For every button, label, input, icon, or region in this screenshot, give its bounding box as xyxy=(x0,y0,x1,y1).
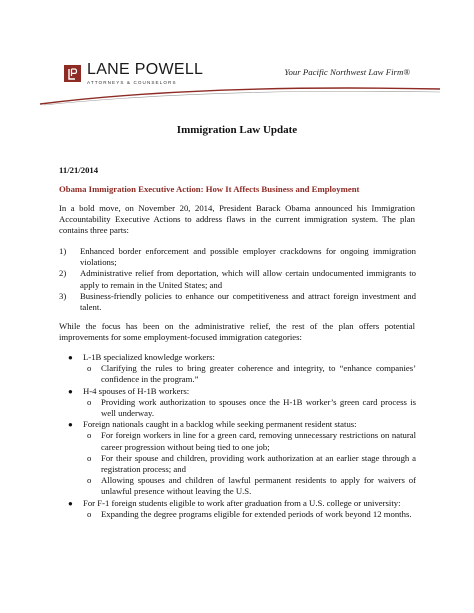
sub-item-text: Providing work authorization to spouses once the H-1B worker’s green card process is well underway. xyxy=(101,396,416,419)
firm-tagline: Your Pacific Northwest Law Firm® xyxy=(284,67,410,77)
category-sub-list xyxy=(83,509,416,520)
brand-name: LANE POWELL xyxy=(87,61,204,78)
category-label: L-1B specialized knowledge workers: xyxy=(83,352,215,362)
sub-item-text: For foreign workers in line for a green card, removing unnecessary restrictions on natural career progression without being tied to one job; xyxy=(101,430,416,452)
intro-paragraph: In a bold move, on November 20, 2014, President Barack Obama announced his Immigration Accountability Executive Actions to address flaws in the current immigration system. The plan contains three parts: xyxy=(59,203,415,236)
sub-item xyxy=(83,509,416,520)
bullet-icon: ● xyxy=(68,498,73,508)
document-date: 11/21/2014 xyxy=(59,165,99,175)
hollow-bullet-icon: o xyxy=(87,508,92,519)
sub-item xyxy=(83,397,416,419)
plan-part-text: Administrative relief from deportation, which will allow certain undocumented immigrants to apply to remain in the United States; and xyxy=(80,268,416,290)
plan-part-item xyxy=(59,246,416,268)
plan-part-number: 1) xyxy=(59,246,67,256)
plan-parts-list xyxy=(59,246,416,313)
category-item xyxy=(59,352,416,386)
lane-powell-logo-mark xyxy=(64,65,81,82)
plan-part-number: 3) xyxy=(59,290,67,301)
plan-part-number: 2) xyxy=(59,268,67,279)
plan-part-item xyxy=(59,291,416,313)
focus-paragraph: While the focus has been on the administrative relief, the rest of the plan offers potential improvements for some employment-focused immigration categories: xyxy=(59,321,415,343)
bullet-icon: ● xyxy=(68,386,73,396)
article-headline: Obama Immigration Executive Action: How It Affects Business and Employment xyxy=(59,184,360,194)
sub-item-text: Allowing spouses and children of lawful permanent residents to apply for waivers of unlawful presence without leaving the U.S. xyxy=(101,475,416,497)
category-item xyxy=(59,386,416,420)
sub-item xyxy=(83,363,416,385)
category-item xyxy=(59,419,416,497)
bullet-icon: ● xyxy=(68,420,73,430)
hollow-bullet-icon: o xyxy=(87,452,92,463)
plan-part-text: Business-friendly policies to enhance our competitiveness and attract foreign investment and talent. xyxy=(80,290,416,313)
sub-item xyxy=(83,475,416,497)
sub-item xyxy=(83,430,416,452)
category-item xyxy=(59,498,416,520)
hollow-bullet-icon: o xyxy=(87,475,92,486)
category-sub-list xyxy=(83,430,416,497)
sub-item xyxy=(83,453,416,475)
category-label: Foreign nationals caught in a backlog while seeking permanent resident status: xyxy=(83,419,357,430)
bullet-icon: ● xyxy=(68,353,73,362)
category-sub-list xyxy=(83,363,416,385)
plan-part-item xyxy=(59,268,416,290)
sub-item-text: For their spouse and children, providing work authorization at an earlier stage through a registration process; and xyxy=(101,452,416,475)
category-label: H-4 spouses of H-1B workers: xyxy=(83,385,190,396)
sub-item-text: Expanding the degree programs eligible for extended periods of work beyond 12 months. xyxy=(101,508,412,519)
hollow-bullet-icon: o xyxy=(87,363,92,374)
document-title: Immigration Law Update xyxy=(176,124,298,136)
category-label: For F-1 foreign students eligible to work after graduation from a U.S. college or university: xyxy=(83,497,401,508)
letterhead-swoosh-divider xyxy=(40,82,440,106)
hollow-bullet-icon: o xyxy=(87,396,92,407)
category-list xyxy=(59,352,416,520)
plan-part-text: Enhanced border enforcement and possible employer crackdowns for ongoing immigration violations; xyxy=(80,246,416,268)
sub-item-text: Clarifying the rules to bring greater coherence and integrity, to “enhance companies’ confidence in the program.” xyxy=(101,363,416,385)
hollow-bullet-icon: o xyxy=(87,430,92,441)
category-sub-list xyxy=(83,397,416,419)
logo-monogram-icon xyxy=(67,68,78,80)
brand-subtitle: ATTORNEYS & COUNSELORS xyxy=(87,80,177,85)
